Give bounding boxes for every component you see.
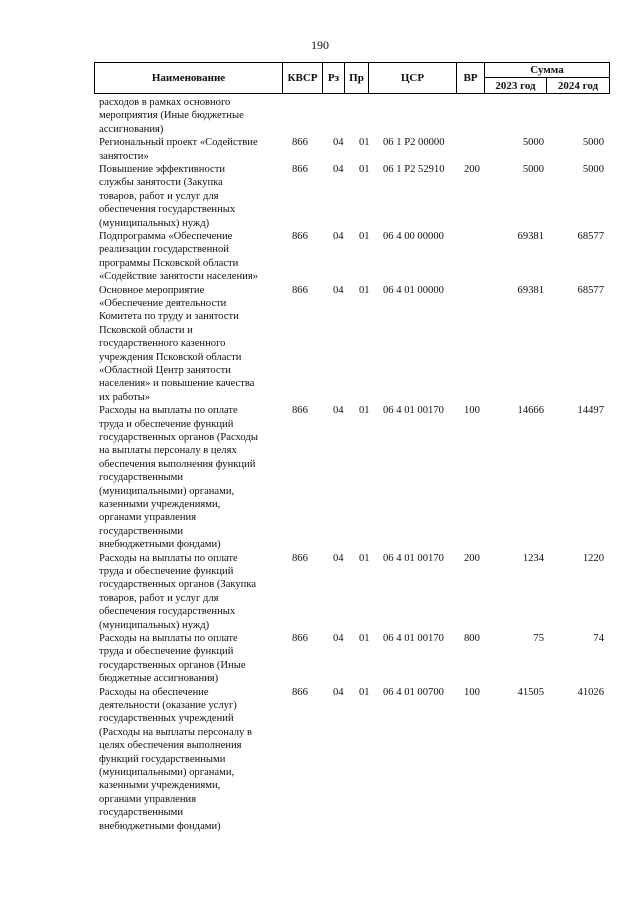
row-rz: 04: [333, 552, 344, 564]
row-kvsr: 866: [292, 405, 308, 417]
row-name: Повышение эффективности службы занятости (Закупка товаров, работ и услуг для обеспечения государственных (муниципальных) нужд): [99, 163, 236, 229]
row-csr: 06 4 00 00000: [383, 230, 444, 242]
row-sum-2024: 41026: [577, 686, 604, 698]
row-sum-2023: 5000: [522, 137, 544, 149]
row-pr: 01: [359, 284, 370, 296]
row-csr: 06 4 01 00700: [383, 686, 444, 698]
header-name: Наименование: [95, 63, 283, 93]
row-rz: 04: [333, 632, 344, 644]
row-name: Основное мероприятие «Обеспечение деятельности Комитета по труду и занятости Псковской области и государственного казенного учреждения Псковской области «Областной Центр занятости населения» и повышение качества их работы»: [99, 284, 255, 403]
row-vr: 200: [464, 552, 480, 564]
row-name: Подпрограмма «Обеспечение реализации государственной программы Псковской области «Содействие занятости населения»: [99, 230, 258, 283]
row-name: расходов в рамках основного мероприятия (Иные бюджетные ассигнования): [99, 97, 244, 135]
row-pr: 01: [359, 230, 370, 242]
row-sum-2023: 69381: [517, 284, 544, 296]
table-body: [0, 96, 640, 833]
table-row: [0, 136, 640, 163]
row-sum-2023: 1234: [522, 552, 544, 564]
table-row: [0, 96, 640, 136]
row-pr: 01: [359, 163, 370, 175]
row-kvsr: 866: [292, 163, 308, 175]
table-row: [0, 404, 640, 551]
row-pr: 01: [359, 632, 370, 644]
row-sum-2024: 74: [593, 632, 604, 644]
row-csr: 06 1 P2 00000: [383, 137, 445, 149]
row-vr: 200: [464, 163, 480, 175]
table-row: [0, 284, 640, 405]
row-kvsr: 866: [292, 284, 308, 296]
row-name: Расходы на выплаты по оплате труда и обеспечение функций государственных органов (Расходы на выплаты персоналу в целях обеспечения выполнения функций государственными (муниципальными) органами, казенными учреждениями, органами управления государственными внебюджетными фондами): [99, 405, 258, 551]
header-year-2023: 2023 год: [485, 78, 547, 93]
header-sum: Сумма: [485, 63, 609, 78]
row-vr: 100: [464, 686, 480, 698]
row-rz: 04: [333, 230, 344, 242]
row-csr: 06 4 01 00170: [383, 632, 444, 644]
row-pr: 01: [359, 552, 370, 564]
row-name: Расходы на выплаты по оплате труда и обеспечение функций государственных органов (Закупка товаров, работ и услуг для обеспечения государственных (муниципальных) нужд): [99, 552, 257, 631]
row-rz: 04: [333, 163, 344, 175]
row-csr: 06 4 01 00000: [383, 284, 444, 296]
row-kvsr: 866: [292, 137, 308, 149]
table-row: [0, 632, 640, 686]
page-number: 190: [311, 38, 329, 52]
row-rz: 04: [333, 137, 344, 149]
row-csr: 06 4 01 00170: [383, 552, 444, 564]
row-name: Региональный проект «Содействие занятости»: [99, 137, 258, 162]
row-rz: 04: [333, 686, 344, 698]
header-rz: Рз: [323, 63, 345, 93]
table-row: [0, 686, 640, 833]
row-sum-2024: 68577: [577, 284, 604, 296]
row-pr: 01: [359, 686, 370, 698]
table-row: [0, 552, 640, 632]
row-csr: 06 4 01 00170: [383, 405, 444, 417]
header-year-2024: 2024 год: [557, 79, 599, 92]
row-sum-2023: 75: [533, 632, 544, 644]
row-sum-2024: 5000: [582, 137, 604, 149]
header-pr: Пр: [345, 63, 369, 93]
header-kvsr: КВСР: [283, 63, 323, 93]
row-name: Расходы на выплаты по оплате труда и обеспечение функций государственных органов (Иные бюджетные ассигнования): [99, 632, 246, 685]
row-csr: 06 1 P2 52910: [383, 163, 445, 175]
row-sum-2023: 14666: [517, 405, 544, 417]
row-sum-2024: 5000: [582, 163, 604, 175]
row-pr: 01: [359, 405, 370, 417]
table-row: [0, 163, 640, 230]
header-csr: ЦСР: [369, 63, 457, 93]
header-vr: ВР: [457, 63, 485, 93]
row-vr: 800: [464, 632, 480, 644]
table-header: [94, 62, 610, 94]
row-name: Расходы на обеспечение деятельности (оказание услуг) государственных учреждений (Расходы на выплаты персоналу в целях обеспечения выполнения функций государственными (муниципальными) органами, казенными учреждениями, органами управления государственными внебюджетными фондами): [99, 686, 253, 832]
row-sum-2023: 5000: [522, 163, 544, 175]
row-kvsr: 866: [292, 686, 308, 698]
row-sum-2024: 68577: [577, 230, 604, 242]
row-kvsr: 866: [292, 632, 308, 644]
table-row: [0, 230, 640, 284]
row-sum-2024: 1220: [582, 552, 604, 564]
row-sum-2023: 69381: [517, 230, 544, 242]
row-sum-2023: 41505: [517, 686, 544, 698]
row-rz: 04: [333, 405, 344, 417]
row-kvsr: 866: [292, 230, 308, 242]
row-kvsr: 866: [292, 552, 308, 564]
row-vr: 100: [464, 405, 480, 417]
row-pr: 01: [359, 137, 370, 149]
row-sum-2024: 14497: [577, 405, 604, 417]
row-rz: 04: [333, 284, 344, 296]
